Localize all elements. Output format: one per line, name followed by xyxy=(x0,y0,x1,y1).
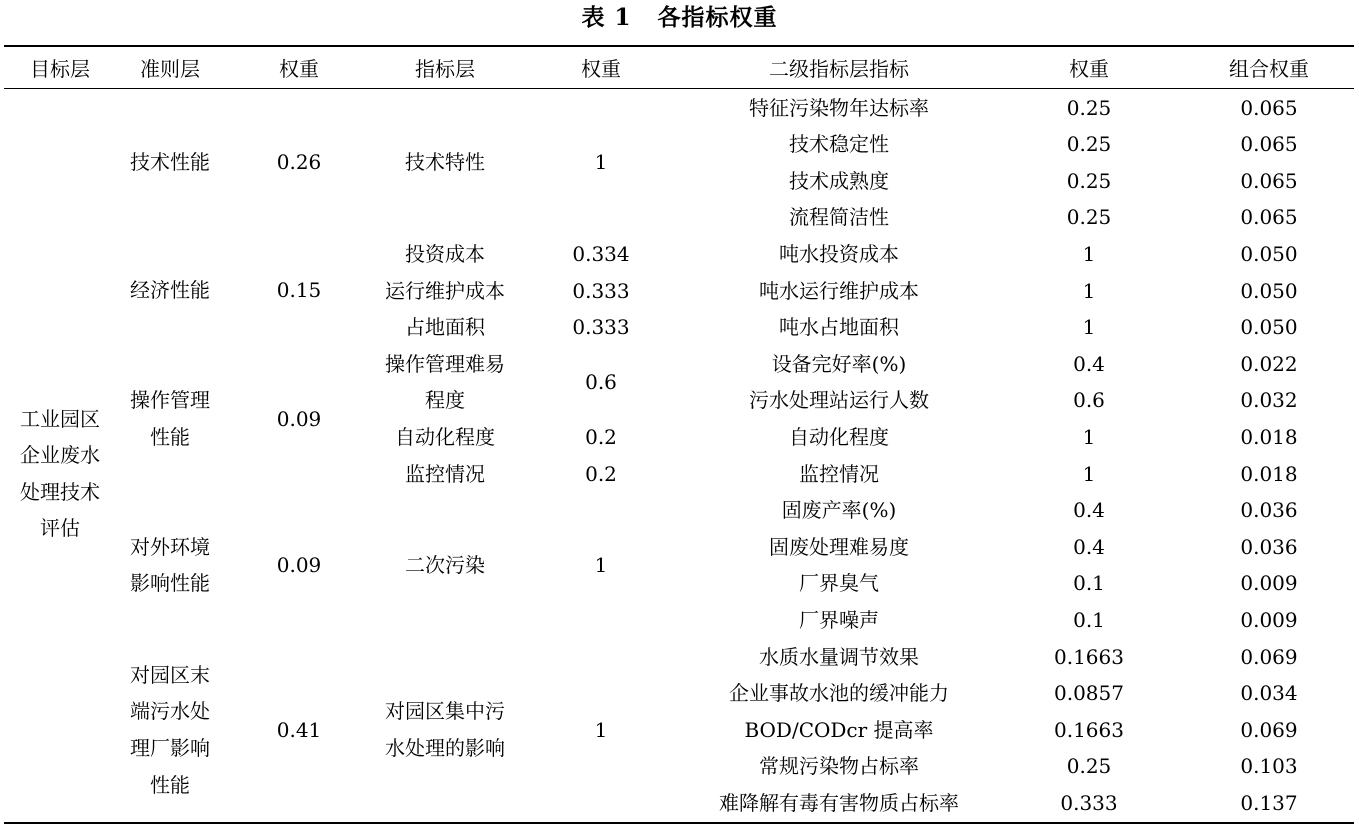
target-layer-cell-text: 处理技术 xyxy=(20,479,100,504)
criterion-cell-text: 对园区末 xyxy=(130,662,210,687)
combined-weight-cell: 0.032 xyxy=(1240,388,1298,413)
secondary-weight-cell: 1 xyxy=(1082,461,1096,486)
criterion-cell xyxy=(115,492,225,638)
secondary-indicator-cell: 厂界噪声 xyxy=(799,607,879,632)
indicator-cell-text: 运行维护成本 xyxy=(385,278,505,303)
indicator-cell xyxy=(360,273,530,310)
combined-weight-cell: 0.065 xyxy=(1240,205,1298,230)
indicator-cell-text: 二次污染 xyxy=(405,552,485,577)
combined-weight-cell: 0.009 xyxy=(1240,607,1298,632)
indicator-cell-text: 技术特性 xyxy=(405,150,485,175)
criterion-weight-cell: 0.15 xyxy=(276,278,322,303)
criterion-cell xyxy=(115,90,225,236)
criterion-cell-text: 性能 xyxy=(150,772,190,797)
combined-weight-cell: 0.103 xyxy=(1240,754,1298,779)
header-cell: 权重 xyxy=(581,57,621,81)
table-number: 表 1 xyxy=(581,4,632,31)
combined-weight-cell: 0.065 xyxy=(1240,132,1298,157)
table-caption xyxy=(0,0,1359,38)
criterion-cell xyxy=(115,236,225,346)
secondary-weight-cell: 0.4 xyxy=(1073,351,1105,376)
indicator-weight-cell: 0.6 xyxy=(585,369,617,394)
combined-weight-cell: 0.022 xyxy=(1240,351,1298,376)
criterion-cell xyxy=(115,346,225,492)
secondary-indicator-cell: 监控情况 xyxy=(799,461,879,486)
target-layer-cell xyxy=(5,382,115,565)
criterion-cell-text: 理厂影响 xyxy=(130,736,210,760)
indicator-weight-cell: 0.2 xyxy=(585,461,617,486)
criterion-weight-cell: 0.26 xyxy=(276,150,322,175)
criterion-weight-cell: 0.09 xyxy=(276,406,322,431)
secondary-indicator-cell: 吨水占地面积 xyxy=(779,315,899,340)
secondary-weight-cell: 0.25 xyxy=(1066,95,1112,120)
secondary-weight-cell: 0.6 xyxy=(1073,388,1105,413)
secondary-weight-cell: 1 xyxy=(1082,315,1096,340)
combined-weight-cell: 0.009 xyxy=(1240,571,1298,596)
indicator-weight-cell: 0.2 xyxy=(585,424,617,449)
secondary-indicator-cell: BOD/CODcr 提高率 xyxy=(744,717,934,742)
indicator-cell-text: 自动化程度 xyxy=(395,424,495,449)
combined-weight-cell: 0.050 xyxy=(1240,241,1298,266)
table-title: 各指标权重 xyxy=(657,4,778,31)
secondary-weight-cell: 0.333 xyxy=(1060,790,1118,815)
indicator-cell xyxy=(360,639,530,822)
combined-weight-cell: 0.137 xyxy=(1240,790,1298,815)
combined-weight-cell: 0.069 xyxy=(1240,644,1298,669)
secondary-weight-cell: 0.0857 xyxy=(1054,681,1124,706)
secondary-indicator-cell: 厂界臭气 xyxy=(799,571,879,596)
indicator-weight-cell: 1 xyxy=(594,552,608,577)
secondary-indicator-cell: 吨水运行维护成本 xyxy=(759,278,919,303)
secondary-indicator-cell: 特征污染物年达标率 xyxy=(749,95,929,120)
indicator-cell xyxy=(360,346,530,419)
header-cell: 准则层 xyxy=(140,57,200,81)
secondary-weight-cell: 0.25 xyxy=(1066,168,1112,193)
criterion-cell-text: 性能 xyxy=(150,424,190,449)
combined-weight-cell: 0.018 xyxy=(1240,461,1298,486)
indicator-cell xyxy=(360,236,530,273)
secondary-weight-cell: 0.1 xyxy=(1073,607,1105,632)
indicator-weight-cell: 1 xyxy=(594,150,608,175)
header-cell: 二级指标层指标 xyxy=(769,57,909,81)
indicator-cell-text: 投资成本 xyxy=(405,241,485,266)
secondary-weight-cell: 1 xyxy=(1082,241,1096,266)
target-layer-cell-text: 评估 xyxy=(40,516,80,541)
combined-weight-cell: 0.034 xyxy=(1240,681,1298,706)
secondary-indicator-cell: 固废处理难易度 xyxy=(769,534,909,559)
header-cell: 指标层 xyxy=(415,57,475,81)
indicator-cell xyxy=(360,492,530,638)
criterion-cell-text: 经济性能 xyxy=(130,278,210,303)
indicator-cell-text: 水处理的影响 xyxy=(385,736,505,760)
combined-weight-cell: 0.036 xyxy=(1240,534,1298,559)
secondary-weight-cell: 0.1663 xyxy=(1054,717,1124,742)
secondary-indicator-cell: 固废产率(%) xyxy=(781,498,897,523)
combined-weight-cell: 0.050 xyxy=(1240,315,1298,340)
header-cell: 目标层 xyxy=(30,57,90,81)
combined-weight-cell: 0.036 xyxy=(1240,498,1298,523)
secondary-indicator-cell: 技术稳定性 xyxy=(789,132,889,157)
criterion-cell-text: 操作管理 xyxy=(130,388,210,413)
secondary-indicator-cell: 设备完好率(%) xyxy=(771,351,907,376)
header-cell: 权重 xyxy=(279,57,319,81)
indicator-weight-cell: 0.333 xyxy=(572,315,630,340)
indicator-cell xyxy=(360,309,530,346)
secondary-indicator-cell: 流程简洁性 xyxy=(789,205,889,230)
combined-weight-cell: 0.065 xyxy=(1240,95,1298,120)
combined-weight-cell: 0.069 xyxy=(1240,717,1298,742)
target-layer-cell-text: 企业废水 xyxy=(20,443,100,468)
criterion-cell xyxy=(115,639,225,822)
criterion-cell-text: 对外环境 xyxy=(130,534,210,559)
indicator-cell-text: 占地面积 xyxy=(405,315,485,340)
secondary-weight-cell: 0.1663 xyxy=(1054,644,1124,669)
criterion-weight-cell: 0.09 xyxy=(276,552,322,577)
secondary-weight-cell: 0.25 xyxy=(1066,132,1112,157)
bottom-rule xyxy=(4,822,1354,824)
top-rule xyxy=(4,45,1354,47)
secondary-indicator-cell: 难降解有毒有害物质占标率 xyxy=(719,790,959,815)
secondary-indicator-cell: 水质水量调节效果 xyxy=(759,644,919,669)
secondary-weight-cell: 0.25 xyxy=(1066,754,1112,779)
secondary-indicator-cell: 污水处理站运行人数 xyxy=(749,388,929,413)
criterion-cell-text: 技术性能 xyxy=(130,150,210,175)
secondary-indicator-cell: 常规污染物占标率 xyxy=(759,754,919,779)
combined-weight-cell: 0.065 xyxy=(1240,168,1298,193)
secondary-weight-cell: 0.25 xyxy=(1066,205,1112,230)
criterion-weight-cell: 0.41 xyxy=(276,717,322,742)
secondary-weight-cell: 0.1 xyxy=(1073,571,1105,596)
target-layer-cell-text: 工业园区 xyxy=(20,406,100,431)
secondary-indicator-cell: 技术成熟度 xyxy=(789,168,889,193)
secondary-weight-cell: 0.4 xyxy=(1073,498,1105,523)
combined-weight-cell: 0.050 xyxy=(1240,278,1298,303)
indicator-cell xyxy=(360,456,530,493)
indicator-cell-text: 程度 xyxy=(425,388,465,413)
criterion-cell-text: 影响性能 xyxy=(130,571,210,596)
indicator-weight-cell: 0.333 xyxy=(572,278,630,303)
combined-weight-cell: 0.018 xyxy=(1240,424,1298,449)
header-cell: 权重 xyxy=(1069,57,1109,81)
indicator-weight-cell: 0.334 xyxy=(572,241,630,266)
indicator-cell-text: 对园区集中污 xyxy=(385,699,505,724)
secondary-indicator-cell: 企业事故水池的缓冲能力 xyxy=(729,681,949,706)
indicator-cell xyxy=(360,90,530,236)
indicator-cell-text: 监控情况 xyxy=(405,461,485,486)
indicator-weight-cell: 1 xyxy=(594,717,608,742)
header-cell: 组合权重 xyxy=(1229,57,1309,81)
secondary-indicator-cell: 吨水投资成本 xyxy=(779,241,899,266)
secondary-weight-cell: 1 xyxy=(1082,278,1096,303)
secondary-weight-cell: 1 xyxy=(1082,424,1096,449)
indicator-cell xyxy=(360,419,530,456)
secondary-weight-cell: 0.4 xyxy=(1073,534,1105,559)
indicator-cell-text: 操作管理难易 xyxy=(385,351,505,376)
secondary-indicator-cell: 自动化程度 xyxy=(789,424,889,449)
criterion-cell-text: 端污水处 xyxy=(130,699,210,724)
